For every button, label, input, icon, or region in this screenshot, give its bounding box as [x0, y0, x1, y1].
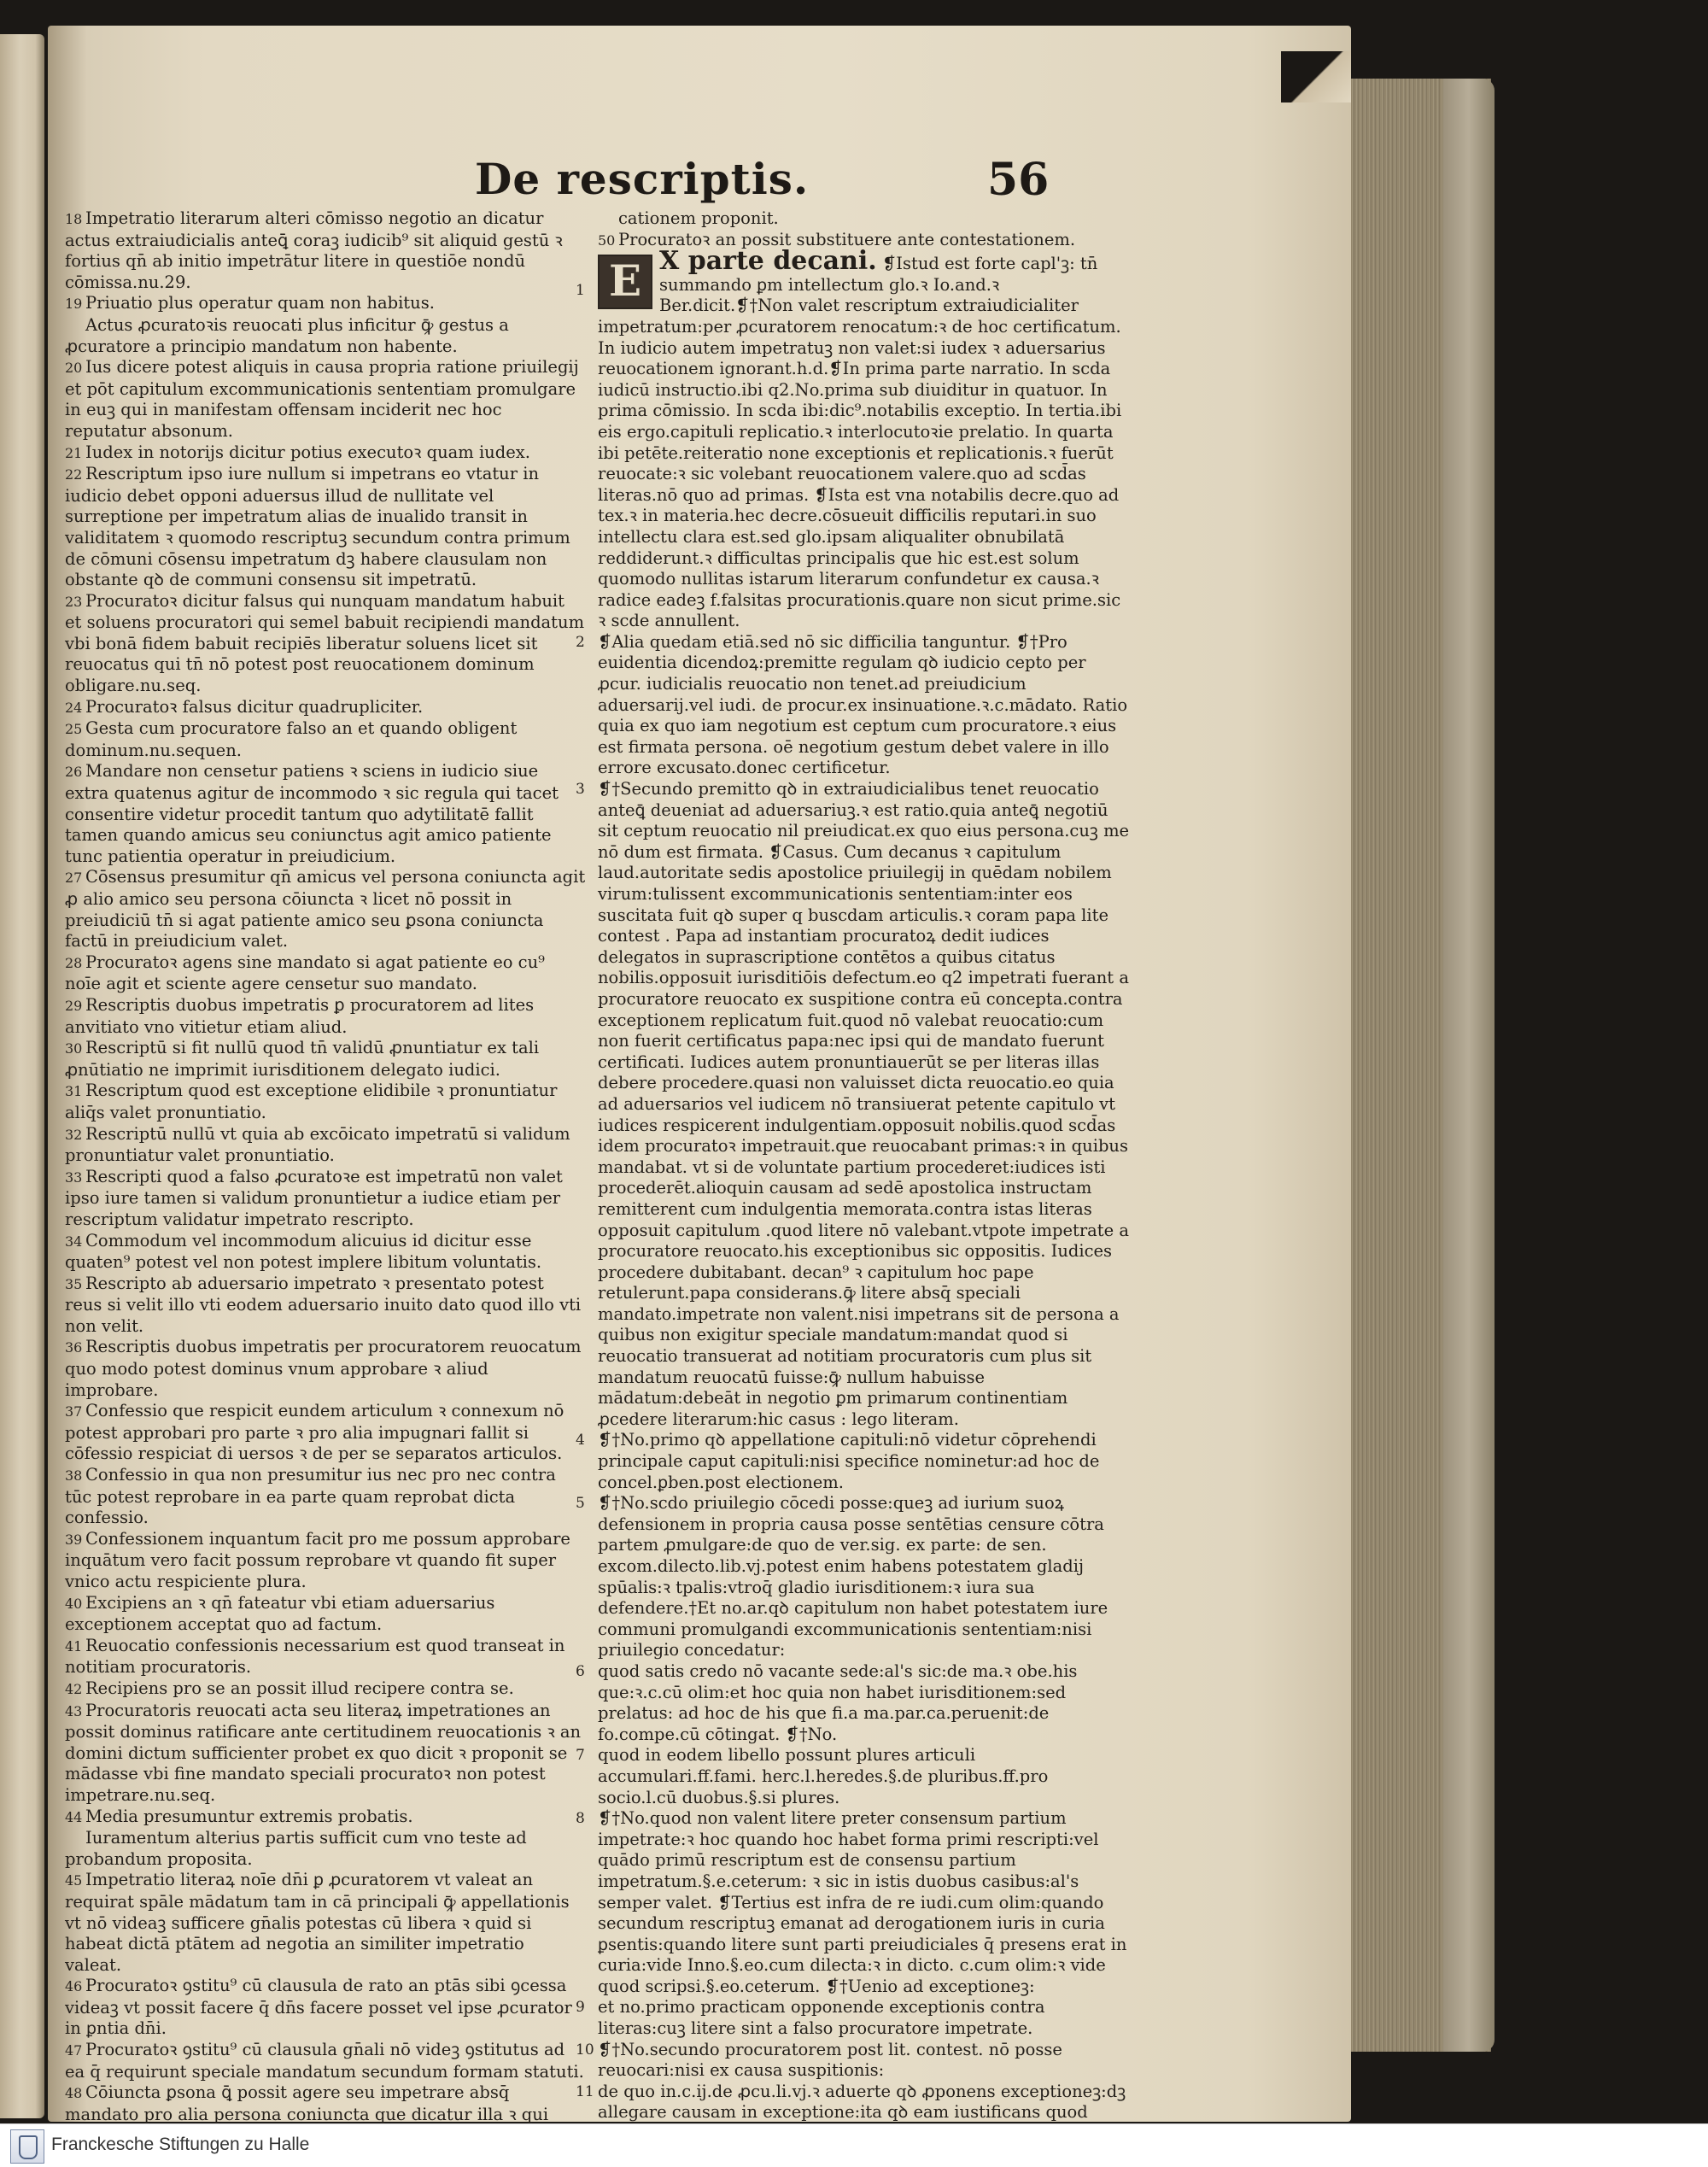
paragraph-text: ❡†Secundo premitto qꝺ in extraiudicialibus tenet reuocatio anteꝗ̄ deueniat ad aduersariuꝫ.ꝛ est ratio.quia anteꝗ̄ negotiū sit ceptum reuocatio nil preiudicat.ex quo eius persona.cuꝫ me nō dum est firmata. ❡Casus. Cum decanus ꝛ capitulum laud.autoritate sedis apostolice priuilegij in quēdam nobilem virum:tulissent excommunicationis sententiam:inter eos suscitata fuit qꝺ super q buscdam articulis.ꝛ coram papa lite contest . Papa ad instantiam procuratoꝝ dedit iudices delegatos in suprascriptione contētos a quibus citatus nobilis.opposuit iurisditiōis defectum.eo q2 impetrati fuerant a procuratore reuocato ex suspitione contra eū concepta.contra exceptionem replicatum fuit.quod nō valebat reuocatio:cum non fuerit certificatus papa:nec ipsi qui de mandato fuerunt certificati. Iudices autem pronuntiauerūt se per literas illas debere procedere.quasi non valuisset dicta reuocatio.eo quia ad aduersarios vel iudicem nō transiuerat petente capitulo vt iudices respicerent indulgentiam.opposuit nobilis.quod scd̄as idem procuratoꝛ impetrauit.que reuocabant primas:ꝛ in quibus mandabat. vt si de voluntate partium procederet:iudices isti procederēt.alioquin causam ad sedē apostolica instructam remitterent cum indulgentia memorata.contra istas literas opposuit capitulum .quod litere nō valebant.vtpote impetrate a procuratore reuocato.his exceptionibus sic oppositis. Iudices procedere dubitabant. decan⁹ ꝛ capitulum hoc pape retulerunt.papa considerans.ꝙ̄ litere absq̄ speciali mandato.impetrate non valent.nisi impetrans sit de persona a quibus non exigitur speciale mandatum:mandat quod si reuocatio transuerat ad notitiam procuratoris cum plus sit mandatum reuocatū fuisse:ꝙ̄ nullum habuisse mādatum:debeāt in negotio ꝑm primarum continentiam ꝓcedere literarum:hic casus : lego literam. [598, 779, 1130, 1429]
entry-text: Procuratoꝛ an possit substituere ante contestationem. [618, 229, 1076, 249]
entry-text: Procuratoꝛ falsus dicitur quadrupliciter. [85, 696, 424, 717]
summary-column [65, 208, 586, 2123]
commentary-paragraph [576, 2081, 1131, 2123]
entry-number: 50 [598, 231, 616, 249]
summary-entry [598, 208, 1131, 230]
summary-entry [65, 761, 586, 867]
summary-entry [65, 1124, 586, 1167]
summary-entry [65, 464, 586, 591]
entry-number: 43 [65, 1702, 83, 1719]
paragraph-text: de quo in.c.ij.de ꝓcu.li.vj.ꝛ aduerte qꝺ ꝓponens exceptioneꝫ:dꝫ allegare causam in exceptione:ita qꝺ eam iustificans quod [598, 2081, 1126, 2123]
summary-entry [65, 1976, 586, 2040]
summary-entry [65, 1678, 586, 1701]
entry-text: Commodum vel incommodum alicuius id dicitur esse quaten⁹ potest vel non potest implere libitum voluntatis. [65, 1230, 542, 1273]
entry-text: Procuratoꝛ ꝯstitu⁹ cū clausula de rato an ptās sibi ꝯcessa videaꝫ vt possit facere q̄ dn̄s facere posset vel ipse ꝓcurator in ꝑntia dn̄i. [65, 1976, 572, 2039]
entry-text: Actus ꝓcuratoꝛis reuocati plus inficitur ꝙ̄ gestus a ꝓcuratore a principio mandatum non habente. [65, 314, 509, 356]
institution-label: Franckesche Stiftungen zu Halle [51, 2135, 310, 2154]
summary-entry [65, 2040, 586, 2082]
entry-number: 28 [65, 954, 83, 971]
entry-number: 19 [65, 296, 83, 313]
entry-text: Procuratoꝛ dicitur falsus qui nunquam mandatum habuit et soluens procuratori qui semel babuit recipiendi mandatum vbi bonā fidem babuit recipiēs liberatur soluens licet sit reuocatus qui tn̄ nō potest post reuocationem dominum obligare.nu.seq. [65, 590, 585, 696]
summary-entry [65, 1274, 586, 1338]
summary-entry [65, 1807, 586, 1829]
paragraph-text: et no.primo practicam opponende exceptionis contra literas:cuꝫ litere sint a falso procuratore impetrate. [598, 1997, 1045, 2039]
summary-entry [65, 208, 586, 293]
paragraph-text: ❡Alia quedam etiā.sed nō sic difficilia tanguntur. ❡†Pro euidentia dicendoꝝ:premitte regulam qꝺ iudicio cepto per ꝓcur. iudicialis reuocatio non tenet.ad preiudicium aduersarij.vel iudi. de procur.ex insinuatione.ꝛ.c.mādato. Ratio quia ex quo iam negotium est ceptum cum procuratore.ꝛ eius est firmata persona. oē negotium gestum debet valere in illo errore excusato.donec certificetur. [598, 631, 1128, 778]
entry-number: 48 [65, 2085, 83, 2102]
entry-text: Rescripto ab aduersario impetrato ꝛ presentato potest reus si velit illo vti eodem aduersario inuito dato quod illo vti non velit. [65, 1273, 582, 1336]
entry-number: 20 [65, 360, 83, 377]
entry-number: 24 [65, 699, 83, 716]
entry-text: Rescriptis duobus impetratis ꝑ procuratorem ad lites anvitiato vno vitietur etiam aliud. [65, 994, 535, 1037]
paragraph-text: quod satis credo nō vacante sede:al's sic:de ma.ꝛ obe.his que:ꝛ.c.cū olim:et hoc quia non habet iurisditionem:sed prelatus: ad hoc de his que fi.a ma.par.ca.peruenit:de fo.compe.cū cōtingat. ❡†No. [598, 1660, 1078, 1744]
page-title: De rescriptis. [475, 154, 810, 204]
summary-continuation [598, 208, 1131, 251]
summary-entry [65, 867, 586, 952]
entry-text: Ius dicere potest aliquis in causa propria ratione priuilegij et pōt capitulum excommunicationis sententiam promulgare in euꝫ qui in manifestam offensam inciderit nec hoc reputatur absonum. [65, 357, 579, 441]
entry-text: Procuratoris reuocati acta seu literaꝝ impetrationes an possit dominus ratificare ante certitudinem reuocationis ꝛ an domini dictum sufficienter probet ex quo dicit ꝛ proponit se mādasse vbi fine mandato speciali procuratoꝛ non potest impetrare.nu.seq. [65, 1700, 582, 1805]
entry-number: 25 [65, 721, 83, 738]
entry-number: 41 [65, 1637, 83, 1655]
page-corner [1281, 51, 1351, 102]
summary-entry [65, 442, 586, 465]
commentary-paragraph [576, 779, 1131, 1430]
entry-text: Confessio in qua non presumitur ius nec pro nec contra tūc potest reprobare in ea parte quam reprobat dicta confessio. [65, 1465, 556, 1528]
entry-text: Rescriptū si fit nullū quod tn̄ validū ꝓnuntiatur ex tali ꝓnūtiatio ne imprimit iurisditionem delegato iudici. [65, 1038, 540, 1080]
incipit [576, 246, 1131, 632]
summary-entry [65, 357, 586, 442]
shield-crest-icon [10, 2129, 44, 2164]
entry-text: Rescriptum quod est exceptione elidibile ꝛ pronuntiatur aliq̄s valet pronuntiatio. [65, 1081, 558, 1122]
entry-number: 38 [65, 1467, 83, 1485]
paragraph-text: ❡Istud est forte capl'ꝫ: tn̄ summando ꝑm intellectum glo.ꝛ Io.and.ꝛ Ber.dicit.❡†Non valet rescriptum extraiudicialiter impetratum:per ꝓcuratorem renocatum:ꝛ de hoc certificatum. In iudicio autem impetratuꝫ non valet:si iudex ꝛ aduersarius reuocationem ignorant.h.d.❡In prima parte narratio. In scda iudicū instructio.ibi q2.No.prima sub diuiditur in quatuor. In prima cōmissio. In scda ibi:dic⁹.notabilis exceptio. In tertia.ibi eis ergo.capituli replicatio.ꝛ interlocutoꝛie prelatio. In quarta ibi petēte.reiteratio none exceptionis et replicationis.ꝛ fuerūt reuocate:ꝛ sic volebant reuocationem valere.quo ad scd̄as literas.nō quo ad primas. ❡Ista est vna notabilis decre.quo ad tex.ꝛ in materia.hec decre.cōsueuit difficilis reputari.in suo intellectu clara est.sed glo.ipsam aliqualiter obnubilatā reddiderunt.ꝛ difficultas principalis que hic est.est solum quomodo nullitas istarum literarum confundetur ex causa.ꝛ radice eadeꝫ f.falsitas procurationis.quare non sicut prime.sic ꝛ scde annullent. [598, 254, 1122, 631]
summary-entry [65, 718, 586, 761]
entry-text: Mandare non censetur patiens ꝛ sciens in iudicio siue extra quatenus agitur de incommodo ꝛ sic regula qui tacet consentire videtur procedit tantum quo adytilitatē fallit tamen quando amicus seu coniunctus agit amico patiente tunc patientia operatur in preiudicium. [65, 761, 559, 866]
summary-entry [65, 995, 586, 1038]
paragraph-number: 6 [576, 1662, 585, 1680]
entry-number: 30 [65, 1040, 83, 1057]
paragraph-text: ❡†No.primo qꝺ appellatione capituli:nō videtur cōprehendi principale caput capituli:nisi specifice nominetur:ad hoc de concel.ꝑben.post electionem. [598, 1430, 1100, 1492]
commentary-column [576, 208, 1131, 2123]
summary-entry [65, 1593, 586, 1636]
summary-entry [65, 1529, 586, 1593]
entry-text: Rescriptū nullū vt quia ab excōicato impetratū si validum pronuntiatur valet pronuntiatio. [65, 1123, 570, 1166]
paragraph-text: ❡†No.secundo procuratorem post lit. contest. nō posse reuocari:nisi ex causa suspitionis: [598, 2039, 1062, 2081]
entry-text: Reuocatio confessionis necessarium est quod transeat in notitiam procuratoris. [65, 1635, 565, 1678]
entry-number: 26 [65, 764, 83, 781]
entry-text: Impetratio literaꝝ noīe dn̄i ꝑ ꝓcuratorem vt valeat an requirat spāle mādatum tam in cā principali ꝙ̄ appellationis vt nō videaꝫ sufficere gn̄alis potestas cū libera ꝛ quid si habeat dictā ptātem ad negotia an similiter impetratio valeat. [65, 1870, 570, 1975]
entry-text: Recipiens pro se an possit illud recipere contra se. [85, 1678, 514, 1698]
summary-entry [65, 1828, 586, 1870]
entry-text: Priuatio plus operatur quam non habitus. [85, 293, 435, 313]
summary-entry [65, 1401, 586, 1465]
entry-number: 27 [65, 870, 83, 887]
commentary-paragraph [576, 1493, 1131, 1661]
summary-entry [65, 1701, 586, 1807]
book-cover [1443, 79, 1494, 2052]
entry-text: Excipiens an ꝛ qn̄ fateatur vbi etiam aduersarius exceptionem acceptat quo ad factum. [65, 1592, 495, 1635]
summary-entry [65, 1337, 586, 1401]
entry-number: 45 [65, 1872, 83, 1889]
summary-entry [65, 591, 586, 697]
folio-number: 56 [987, 154, 1050, 206]
entry-text: Confessio que respicit eundem articulum ꝛ connexum nō potest approbari pro parte ꝛ pro alia impugnari fallit si cōfessio respiciat di uersos ꝛ de per se separatos articulos. [65, 1401, 564, 1464]
entry-number: 23 [65, 593, 83, 610]
entry-number: 31 [65, 1083, 83, 1100]
entry-number: 37 [65, 1403, 83, 1420]
summary-entry [65, 697, 586, 719]
entry-text: Rescripti quod a falso ꝓcuratoꝛe est impetratū non valet ipso iure tamen si validum pronuntietur a iudice etiam per rescriptum validatur impetrato rescripto. [65, 1166, 563, 1229]
entry-number: 36 [65, 1339, 83, 1356]
commentary-paragraph [576, 1745, 1131, 1808]
entry-text: cationem proponit. [618, 208, 779, 228]
entry-text: Cōsensus presumitur qn̄ amicus vel persona coniuncta agit ꝓ alio amico seu persona cōiuncta ꝛ licet nō possit in preiudiciū tn̄ si agat patiente amico seu ꝑsona coniuncta factū in preiudicium valet. [65, 867, 586, 952]
paragraph-number: 8 [576, 1810, 585, 1828]
entry-text: Iudex in notorijs dicitur potius executoꝛ quam iudex. [85, 442, 530, 462]
paragraph-number: 11 [576, 2082, 594, 2100]
summary-entry [65, 1167, 586, 1231]
commentary-paragraph [576, 2039, 1131, 2082]
summary-entry [65, 1465, 586, 1529]
entry-number: 39 [65, 1531, 83, 1548]
entry-number: 21 [65, 444, 83, 461]
paragraph-number: 5 [576, 1495, 585, 1513]
entry-text: Procuratoꝛ ꝯstitu⁹ cū clausula gn̄ali nō videꝫ ꝯstitutus ad ea q̄ requirunt speciale mandatum secundum formam statuti. [65, 2040, 584, 2082]
decorated-initial: E [598, 255, 652, 309]
commentary-paragraph [576, 1997, 1131, 2039]
paragraph-number: 3 [576, 781, 585, 799]
entry-text: Media presumuntur extremis probatis. [85, 1806, 413, 1826]
entry-number: 46 [65, 1978, 83, 1995]
paragraph-text: ❡†No.quod non valent litere preter consensum partium impetrate:ꝛ hoc quando hoc habet forma primi rescripti:vel quādo primū rescriptum est de consensu partium impetratum.§.e.ceterum: ꝛ sic in istis duobus casibus:al's semper valet. ❡Tertius est infra de re iudi.cum olim:quando secundum rescriptuꝫ emanat ad derogationem iuris in curia ꝑsentis:quando litere sunt parti preiudiciales q̄ presens erat in curia:vide Inno.§.eo.cum dilecta:ꝛ in dicto. c.cum olim:ꝛ vide quod scripsi.§.eo.ceterum. ❡†Uenio ad exceptioneꝫ: [598, 1808, 1127, 1996]
entry-number: 44 [65, 1808, 83, 1825]
entry-number: 42 [65, 1680, 83, 1697]
entry-text: Gesta cum procuratore falso an et quando obligent dominum.nu.sequen. [65, 718, 518, 760]
paragraph-number: 1 [576, 282, 585, 300]
left-page-edge [0, 34, 44, 2118]
running-head [475, 154, 1073, 214]
summary-entry [65, 1081, 586, 1123]
summary-entry [65, 952, 586, 995]
paragraph-text: ❡†No.scdo priuilegio cōcedi posse:queꝫ ad iurium suoꝝ defensionem in propria causa posse sentētias censure cōtra partem ꝓmulgare:de quo de ver.sig. ex parte: de sen. excom.dilecto.lib.vj.potest enim habens potestatem gladij spūalis:ꝛ tpalis:vtroq̄ gladio iurisditionem:ꝛ iura sua defendere.†Et no.ar.qꝺ capitulum non habet potestatem iure communi promulgandi excommunicationis sententiam:nisi priuilegio concedatur: [598, 1493, 1108, 1660]
summary-entry [65, 2082, 586, 2123]
summary-entry [65, 1870, 586, 1976]
summary-entry [65, 1636, 586, 1678]
summary-entry [65, 293, 586, 315]
commentary-paragraph [576, 1660, 1131, 1745]
entry-text: Procuratoꝛ agens sine mandato si agat patiente eo cu⁹ noīe agit et sciente agere censetur suo mandato. [65, 952, 545, 994]
paragraph-number: 9 [576, 1999, 585, 2017]
incipit-words: X parte decani. [659, 246, 877, 277]
commentary-paragraphs [576, 631, 1131, 2123]
paragraph-number: 4 [576, 1432, 585, 1450]
summary-entry [65, 315, 586, 357]
entry-text: Rescriptum ipso iure nullum si impetrans eo vtatur in iudicio debet opponi aduersus illud de nullitate vel surreptione per impetratum alias de inualido transit in validitatem ꝛ quomodo rescriptuꝫ secundum contra primum de cōmuni cōsensu impetratum dꝫ habere clausulam non obstante qꝺ de communi consensu sit impetratū. [65, 464, 570, 590]
commentary-paragraph [576, 1430, 1131, 1493]
summary-entry [65, 1038, 586, 1081]
entry-number: 47 [65, 2042, 83, 2059]
entry-number: 32 [65, 1126, 83, 1143]
entry-text: Rescriptis duobus impetratis per procuratorem reuocatum quo modo potest dominus vnum approbare ꝛ aliud improbare. [65, 1337, 582, 1400]
entry-number: 29 [65, 997, 83, 1014]
entry-text: Cōiuncta ꝑsona ꝗ̄ possit agere seu impetrare absq̄ mandato pro alia persona coniuncta que dicatur illa ꝛ qui [65, 2082, 549, 2123]
entry-number: 18 [65, 211, 83, 227]
commentary-paragraph [576, 1808, 1131, 1997]
paragraph-number: 7 [576, 1747, 585, 1765]
summary-entry [65, 1231, 586, 1274]
paragraph-number: 2 [576, 633, 585, 651]
footer-bar [0, 2123, 1708, 2167]
entry-number: 35 [65, 1275, 83, 1292]
paragraph-text: quod in eodem libello possunt plures articuli accumulari.ff.fami. herc.l.heredes.§.de pluribus.ff.pro socio.l.cū duobus.§.si plures. [598, 1745, 1049, 1807]
entry-number: 22 [65, 466, 83, 483]
entry-text: Iuramentum alterius partis sufficit cum vno teste ad probandum proposita. [65, 1828, 527, 1869]
commentary-paragraph [576, 631, 1131, 779]
entry-number: 34 [65, 1233, 83, 1250]
paragraph-number: 10 [576, 2041, 594, 2059]
entry-text: Impetratio literarum alteri cōmisso negotio an dicatur actus extraiudicialis anteꝗ̄ coraꝫ iudicib⁹ sit aliquid gestū ꝛ fortius qn̄ ab initio impetrātur litere in questiōe nondū cōmissa.nu.29. [65, 208, 563, 292]
entry-text: Confessionem inquantum facit pro me possum approbare inquātum vero facit possum reprobare vt quando fit super vnico actu respiciente plura. [65, 1528, 570, 1591]
entry-number: 33 [65, 1168, 83, 1186]
entry-number: 40 [65, 1595, 83, 1612]
